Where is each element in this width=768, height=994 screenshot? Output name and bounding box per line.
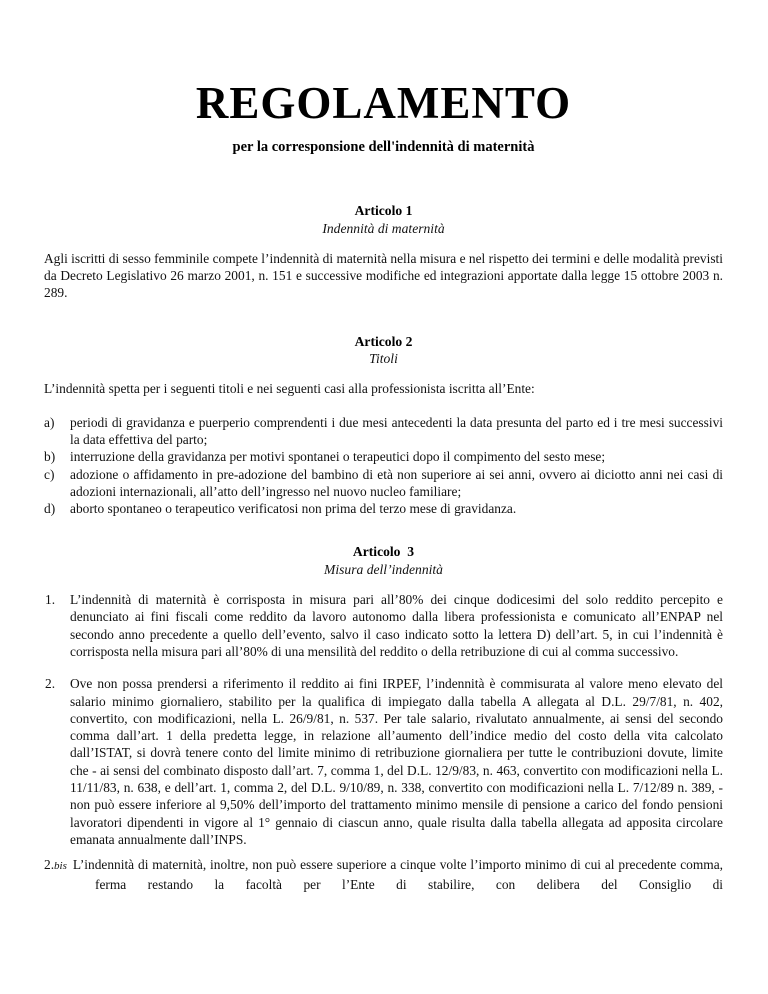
article-3-subheading: Misura dell’indennità (324, 561, 443, 577)
numbered-item-2bis-text: L’indennità di maternità, inoltre, non può essere superiore a cinque volte l’importo minimo di cui al precedente comma, ferma restando la facoltà per l’Ente di stabilire, con delibera del Consiglio di (72, 857, 723, 892)
numbered-item-2 (44, 675, 723, 848)
list-item-d (44, 500, 723, 517)
document-subtitle: per la corresponsione dell'indennità di maternità (232, 139, 535, 155)
article-1-paragraph: Agli iscritti di sesso femminile compete l’indennità di maternità nella misura e nel rispetto dei termini e delle modalità previsti da Decreto Legislativo 26 marzo 2001, n. 151 e successive modifiche ed integrazioni apportate dalla legge 15 ottobre 2003 n. 289. (44, 250, 723, 301)
list-item-b-marker: b) (44, 449, 56, 465)
article-3 (44, 543, 723, 892)
list-item-a-text: periodi di gravidanza e puerperio comprendenti i due mesi antecedenti la data presunta del parto ed i tre mesi successivi la data effettiva del parto; (70, 414, 723, 447)
list-item-c-marker: c) (44, 466, 55, 482)
article-1-subheading: Indennità di maternità (322, 220, 445, 236)
numbered-item-2-text: Ove non possa prendersi a riferimento il reddito ai fini IRPEF, l’indennità è commisurata al valore meno elevato del salario minimo giornaliero, stabilito per la qualifica di impiegato dalla tabella A allegata al D.L. 29/7/81, n. 402, convertito, con modificazioni, nella L. 26/9/81, n. 537. Per tale salario, rivalutato annualmente, ai sensi del secondo comma dall’art. 1 della predetta legge, in relazione all’aumento dell’indice medio del costo della vita calcolato dall’ISTAT, si dovrà tenere conto del limite minimo di retribuzione giornaliera per tutte le contribuzioni dovute, limite che - ai sensi del combinato disposto dall’art. 7, comma 1, del D.L. 12/9/83, n. 463, convertito con modificazioni nella L. 11/11/83, n. 638, e dell’art. 1, comma 2, del D.L. 9/10/89, n. 338, convertito con modificazioni nella L. 7/12/89 n. 389, - non può essere inferiore al 9,50% dell’importo del trattamento minimo mensile di pensione a carico del fondo pensioni lavoratori dipendenti in vigore al 1° gennaio di ciascun anno, quale risulta dalla tabella allegata ad apposita circolare emanata annualmente dall’INPS. (70, 676, 723, 847)
numbered-item-1 (44, 591, 723, 660)
article-2-intro: L’indennità spetta per i seguenti titoli e nei seguenti casi alla professionista iscritta all’Ente: (44, 381, 535, 397)
article-2-list (44, 414, 723, 518)
article-2-subheading: Titoli (369, 351, 398, 367)
numbered-item-2bis (44, 856, 723, 893)
numbered-item-1-text: L’indennità di maternità è corrisposta in misura pari all’80% dei cinque dodicesimi del solo reddito percepito e denunciato ai fini fiscali come reddito da lavoro autonomo dalla libera professionista e comunicato all’ENPAP nel secondo anno precedente a quello dell’evento, salvo il caso indicato sotto la lettera D) dell’art. 5, in cui l’indennità è corrisposta nella misura pari all’80% di una mensilità del reddito o della retribuzione di cui al comma successivo. (70, 592, 723, 659)
list-item-c-text: adozione o affidamento in pre-adozione del bambino di età non superiore ai sei anni, ovvero ai diciotto anni nei casi di adozioni internazionali, all’atto dell’ingresso nel nuovo nucleo familiare; (70, 466, 723, 499)
numbered-item-1-marker: 1. (45, 592, 56, 608)
article-3-heading: Articolo 3 (352, 544, 415, 560)
numbered-item-2bis-marker-num: 2. (44, 857, 55, 873)
article-2-heading: Articolo 2 (354, 333, 413, 349)
list-item-c (44, 466, 723, 501)
list-item-a (44, 414, 723, 449)
numbered-item-2bis-marker-bis: bis (54, 860, 67, 873)
list-item-d-marker: d) (44, 501, 56, 517)
list-item-b (44, 448, 723, 465)
document-title: REGOLAMENTO (195, 78, 572, 128)
article-1-heading: Articolo 1 (354, 203, 413, 219)
article-3-list (44, 591, 723, 893)
numbered-item-2-marker: 2. (45, 676, 56, 692)
list-item-a-marker: a) (44, 414, 55, 430)
numbered-item-2bis-marker (44, 857, 67, 872)
article-1 (44, 202, 723, 301)
list-item-d-text: aborto spontaneo o terapeutico verificatosi non prima del terzo mese di gravidanza. (70, 501, 517, 517)
list-item-b-text: interruzione della gravidanza per motivi spontanei o terapeutici dopo il compimento del sesto mese; (70, 449, 606, 465)
article-2 (44, 333, 723, 518)
